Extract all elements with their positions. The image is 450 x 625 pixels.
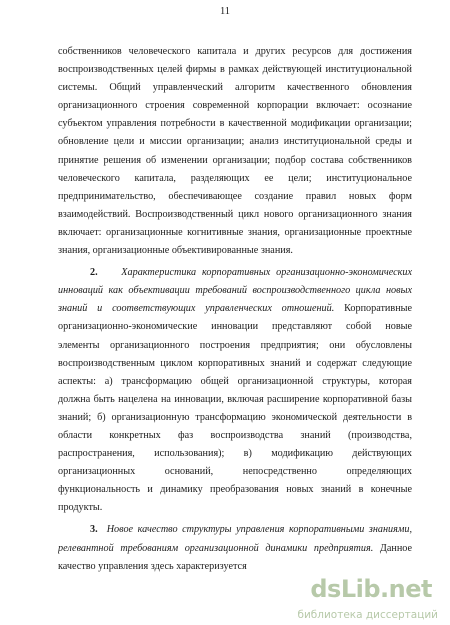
text-line: элементы организационного построения предприятия; они обусловлены [58, 339, 412, 351]
text-line: области конкретных фаз воспроизводства знаний (производства, [58, 429, 412, 441]
section-2 [58, 264, 412, 517]
text-line: организационно-экономические инновации представляют собой новые [58, 321, 412, 333]
text-line: взаимодействий. Воспроизводственный цикл нового организационного знания [58, 208, 412, 220]
watermark-fade [268, 558, 418, 572]
section-2-body-start: Корпоративные [344, 303, 412, 315]
text-line: должна быть нацелена на инновации, включая расширение корпоративной базы [58, 393, 412, 405]
text-line: распространения, использования); в) модификацию действующих [58, 448, 412, 460]
section-2-number: 2. [90, 267, 98, 279]
watermark-subtitle: библиотека диссертаций [297, 609, 438, 621]
section-3-number: 3. [90, 524, 98, 536]
section-2-heading-line: инноваций как объективации требований воспроизводственного цикла новых [58, 285, 412, 297]
section-3-body-start: Данное [379, 542, 412, 554]
watermark [274, 575, 442, 621]
section-3-heading: Новое качество структуры управления корпоративными знаниями, [106, 524, 412, 536]
text-line: продукты. [58, 502, 103, 514]
text-line: функциональность и динамику преобразования новых знаний в конечные [58, 484, 412, 496]
text-line: предпринимательство, обеспечивающее создание правил новых форм [58, 190, 412, 202]
text-line: системы. Общий управленческий алгоритм качественного обновления [58, 82, 412, 94]
document-body [58, 43, 412, 576]
section-2-heading: Характеристика корпоративных организационно-экономических [121, 267, 412, 279]
section-3-heading: релевантной требованиям организационной динамики предприятия. [58, 542, 374, 554]
text-line: знаний; б) организационную трансформацию экономической деятельности в [58, 411, 412, 423]
text-line: качество управления здесь характеризуется [58, 560, 247, 572]
page-number: 11 [219, 6, 231, 17]
text-line: принятие решения об изменении организации; подбор состава собственников [58, 154, 412, 166]
text-line: включает: организационные когнитивные знания, организационные проектные [58, 226, 412, 238]
text-line: воспроизводственным циклом корпоративных знаний и содержат следующие [58, 357, 412, 369]
section-2-heading-line [58, 264, 412, 282]
text-line: субъектом управления потребности в качественной модификации организации; [58, 118, 412, 130]
section-3-heading-line [58, 540, 412, 558]
text-line: человеческого капитала, разделяющих ее цели; институциональное [58, 172, 412, 184]
text-line: обновление цели и миссии организации; анализ институциональной среды и [58, 136, 412, 148]
watermark-logo: dsLib.net [310, 575, 432, 603]
section-2-heading-line [58, 300, 412, 318]
text-line: собственников человеческого капитала и других ресурсов для достижения [58, 46, 412, 57]
paragraph-1 [58, 43, 412, 260]
text-line: воспроизводственных целей фирмы в рамках действующей институциональной [58, 64, 412, 76]
section-3-heading-line [58, 521, 412, 539]
text-line: организационного строения современной корпорации включает: осознание [58, 100, 412, 112]
section-2-heading: знаний и соответствующих управленческих отношений. [58, 303, 335, 315]
text-line: аспекты: а) трансформацию общей организационной структуры, которая [58, 375, 412, 387]
text-line: организационных оснований, непосредственно определяющих [58, 466, 412, 478]
text-line: знания, организационные объективированные знания. [58, 245, 293, 257]
